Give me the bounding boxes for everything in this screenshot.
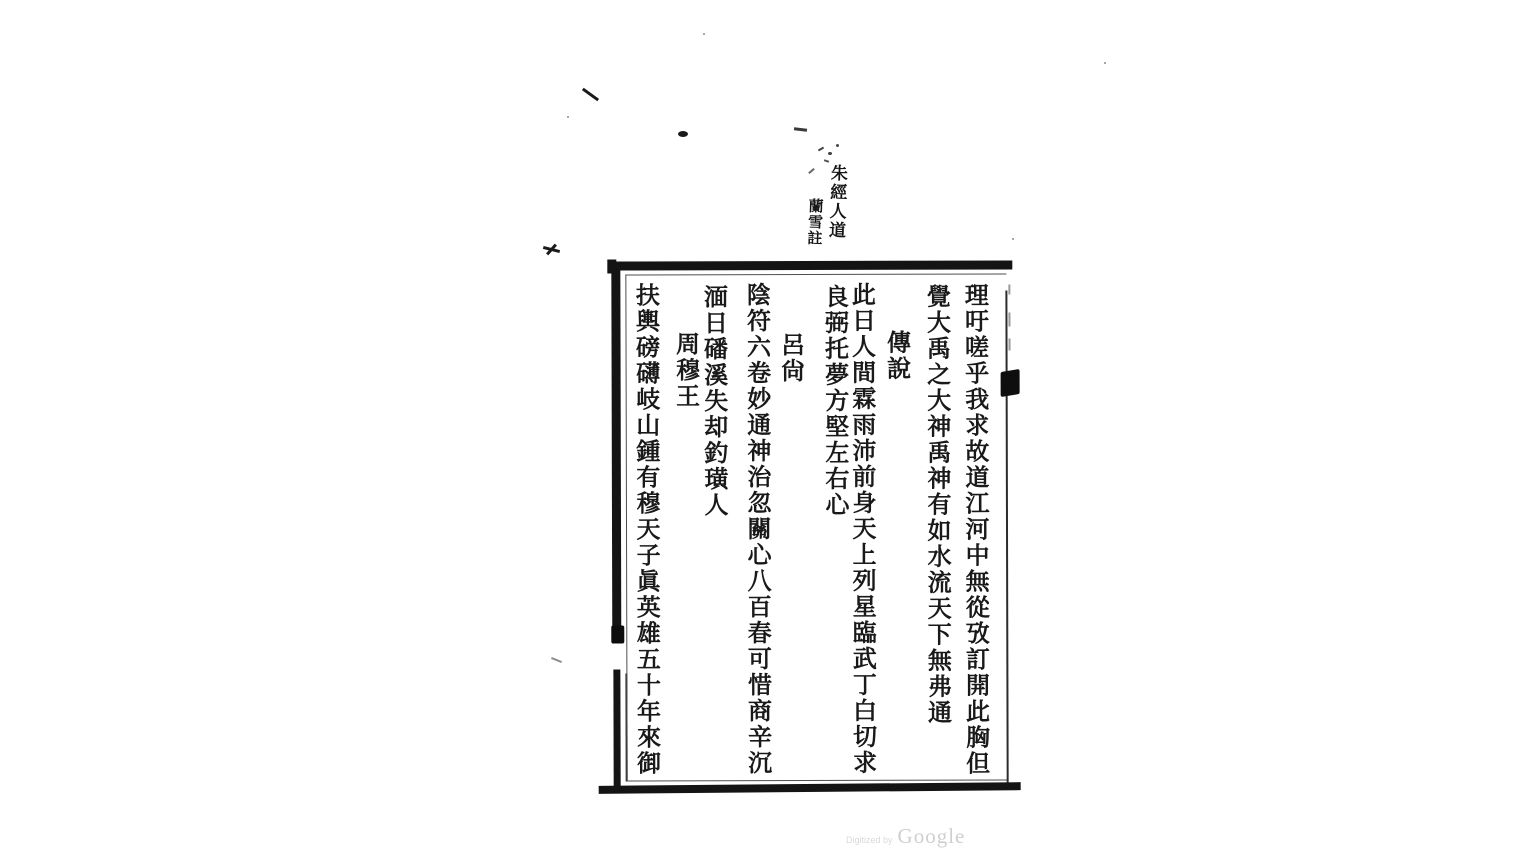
text-column-8: 湎日磻溪失却釣璜人: [699, 284, 726, 519]
scribble: [836, 144, 839, 147]
text-column-2: 覺大禹之大神禹神有如水流天下無弗通: [922, 283, 950, 726]
text-column-1: 理吁嗟乎我求故道江河中無從攷訂開此胸但: [960, 282, 988, 777]
scribble: [824, 159, 829, 163]
speck: [1012, 238, 1014, 240]
speck: [1104, 62, 1106, 64]
pencil-tick: [551, 657, 562, 663]
text-column-6-heading: 呂尙: [776, 332, 803, 385]
speck: [567, 116, 569, 118]
text-column-4: 此日人間霖雨沛前身天上列星臨武丁白切求: [847, 281, 875, 776]
text-column-3-heading: 傳說: [882, 329, 909, 382]
digitized-watermark: [846, 824, 965, 849]
ink-dash: [794, 127, 807, 132]
watermark-prefix: Digitized by: [846, 835, 893, 845]
frame-border-left-blob: [611, 625, 624, 643]
text-column-10: 扶輿磅礴岐山鍾有穆天子眞英雄五十年來御: [631, 282, 659, 777]
gutter-ink-blob: [1001, 369, 1020, 397]
ink-stroke: [582, 88, 599, 102]
frame-border-bottom: [599, 782, 1021, 794]
handwritten-note-right: 朱經人道: [825, 163, 848, 241]
scribble: [828, 152, 832, 155]
text-column-7: 陰符六卷妙通神治忽關心八百春可惜商辛沉: [742, 282, 770, 777]
scribble: [818, 147, 824, 152]
speck: [703, 33, 705, 35]
gutter-faint-mark: [1008, 312, 1010, 326]
frame-border-left-lower: [613, 670, 620, 788]
ink-dot: [678, 131, 688, 137]
gutter-faint-mark: [1008, 284, 1010, 294]
scribble: [808, 168, 815, 174]
text-column-9-heading: 周穆王: [671, 331, 698, 410]
frame-border-left-upper: [611, 268, 621, 644]
page-frame: [611, 260, 1012, 791]
handwritten-note-left: 蘭雪註: [805, 197, 823, 247]
gutter-faint-mark: [1009, 338, 1011, 350]
text-column-5: 良弼托夢方堅左右心: [820, 283, 847, 518]
gutter-rule: [1005, 290, 1008, 782]
google-logo-text: Google: [897, 824, 966, 848]
frame-border-top: [608, 260, 1012, 270]
